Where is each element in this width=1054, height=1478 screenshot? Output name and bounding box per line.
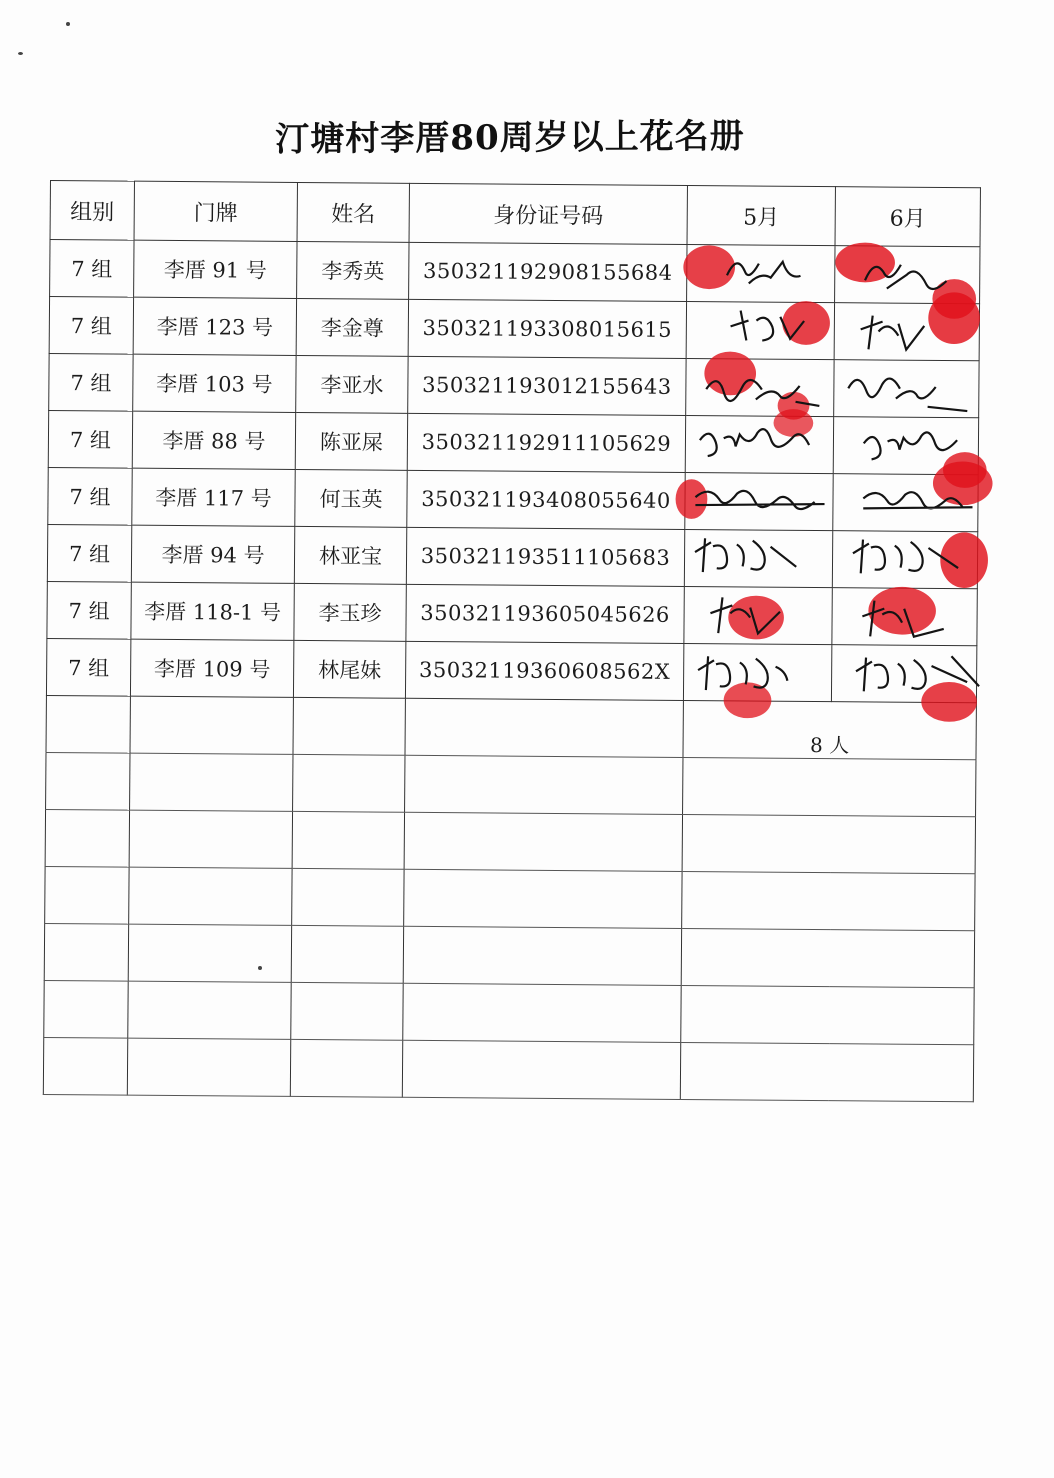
cell-name: 李金尊 xyxy=(296,298,408,356)
fingerprint-signature-june xyxy=(833,531,977,588)
empty-cell xyxy=(293,697,405,755)
empty-cell xyxy=(128,924,291,982)
empty-cell xyxy=(291,925,403,983)
signature-may xyxy=(683,643,831,701)
cell-group: 7 组 xyxy=(48,410,132,468)
header-may: 5月 xyxy=(687,186,835,246)
signature-june xyxy=(834,360,979,418)
cell-name: 何玉英 xyxy=(295,469,407,527)
empty-cell xyxy=(683,757,976,816)
empty-cell xyxy=(405,755,683,814)
cell-house: 李厝 103 号 xyxy=(133,354,296,412)
table-row xyxy=(49,353,979,417)
empty-cell xyxy=(44,923,128,981)
total-count-cell xyxy=(683,700,976,759)
cell-name: 李玉珍 xyxy=(294,583,406,641)
empty-cell xyxy=(44,980,128,1038)
empty-cell xyxy=(403,983,681,1042)
fingerprint-signature-may xyxy=(685,530,832,587)
empty-cell xyxy=(43,1037,127,1095)
cell-house: 李厝 91 号 xyxy=(134,240,297,298)
paper-speck xyxy=(18,52,23,55)
cell-id-number: 350321192911105629 xyxy=(407,413,685,472)
cell-id-number: 350321193511105683 xyxy=(406,527,684,586)
document-title: 汀塘村李厝80周岁以上花名册 xyxy=(275,116,745,160)
signature-june xyxy=(833,417,978,475)
roster-table xyxy=(43,180,981,1102)
empty-cell xyxy=(127,1038,290,1096)
table-row xyxy=(46,638,976,702)
cell-id-number: 350321193012155643 xyxy=(408,356,686,415)
signature-june xyxy=(834,303,979,361)
fingerprint-signature-may xyxy=(686,416,833,473)
fingerprint-signature-june xyxy=(835,246,979,303)
cell-house: 李厝 118-1 号 xyxy=(131,582,294,640)
empty-cell xyxy=(130,696,293,754)
cell-group: 7 组 xyxy=(46,638,130,696)
cell-group: 7 组 xyxy=(49,297,133,355)
table-row-empty xyxy=(45,866,975,930)
empty-cell xyxy=(45,866,129,924)
cell-id-number: 350321192908155684 xyxy=(409,242,687,301)
empty-cell xyxy=(292,868,404,926)
cell-group: 7 组 xyxy=(49,353,133,411)
table-row xyxy=(47,524,977,588)
cell-name: 林尾妹 xyxy=(293,640,405,698)
empty-cell xyxy=(681,985,974,1044)
table-row xyxy=(50,240,980,304)
signature-june xyxy=(835,246,980,304)
table-row xyxy=(49,297,979,361)
signature-may xyxy=(686,302,834,360)
signature-june xyxy=(832,531,977,589)
cell-name: 李亚水 xyxy=(296,355,408,413)
empty-cell xyxy=(45,809,129,867)
empty-cell xyxy=(128,981,291,1039)
fingerprint-signature-may xyxy=(686,359,833,416)
empty-cell xyxy=(129,867,292,925)
cell-name: 李秀英 xyxy=(297,241,409,299)
cell-id-number: 350321193408055640 xyxy=(407,470,685,529)
fingerprint-signature-may xyxy=(684,644,831,701)
signature-may xyxy=(685,472,833,530)
empty-cell xyxy=(405,698,683,757)
header-id-number: 身份证号码 xyxy=(409,183,687,244)
header-house-number: 门牌 xyxy=(134,181,297,241)
signature-may xyxy=(684,529,832,587)
signature-may xyxy=(685,415,833,473)
header-name: 姓名 xyxy=(297,182,409,242)
cell-group: 7 组 xyxy=(50,240,134,298)
header-june: 6月 xyxy=(835,187,980,247)
fingerprint-signature-may xyxy=(687,302,834,359)
empty-cell xyxy=(290,1039,402,1097)
cell-id-number: 350321193605045626 xyxy=(406,584,684,643)
empty-cell xyxy=(130,753,293,811)
table-row-empty xyxy=(44,980,974,1044)
signature-june xyxy=(832,588,977,646)
fingerprint-signature-june xyxy=(832,588,976,645)
cell-group: 7 组 xyxy=(48,467,132,525)
empty-cell xyxy=(293,754,405,812)
empty-cell xyxy=(682,871,975,930)
empty-cell xyxy=(404,869,682,928)
cell-id-number: 35032119360608562X xyxy=(405,641,683,700)
cell-id-number: 350321193308015615 xyxy=(408,299,686,358)
table-header-row xyxy=(50,181,980,247)
signature-may xyxy=(687,245,835,303)
signature-may xyxy=(684,586,832,644)
cell-house: 李厝 88 号 xyxy=(132,411,295,469)
fingerprint-signature-may xyxy=(685,473,832,530)
table-row xyxy=(47,581,977,645)
empty-cell xyxy=(291,982,403,1040)
cell-house: 李厝 109 号 xyxy=(130,639,293,697)
signature-june xyxy=(831,645,976,703)
fingerprint-signature-may xyxy=(687,245,834,302)
cell-house: 李厝 123 号 xyxy=(133,297,296,355)
total-count: 8 人 xyxy=(809,732,850,758)
cell-house: 李厝 94 号 xyxy=(131,525,294,583)
empty-cell xyxy=(46,695,130,753)
empty-cell xyxy=(292,811,404,869)
fingerprint-signature-june xyxy=(833,474,977,531)
cell-house: 李厝 117 号 xyxy=(132,468,295,526)
signature-june xyxy=(833,474,978,532)
fingerprint-signature-june xyxy=(834,417,978,474)
table-row-empty xyxy=(44,923,974,987)
paper-speck xyxy=(66,22,70,26)
empty-cell xyxy=(402,1040,680,1099)
table-row-empty xyxy=(45,809,975,873)
signature-may xyxy=(686,359,834,417)
table-row-empty xyxy=(43,1037,973,1101)
fingerprint-signature-may xyxy=(684,587,831,644)
empty-cell xyxy=(129,810,292,868)
empty-cell xyxy=(681,928,974,987)
empty-cell xyxy=(46,752,130,810)
table-row-total xyxy=(46,695,976,759)
cell-group: 7 组 xyxy=(47,524,131,582)
empty-cell xyxy=(680,1042,973,1101)
table-row xyxy=(48,410,978,474)
empty-cell xyxy=(403,926,681,985)
cell-name: 陈亚屎 xyxy=(295,412,407,470)
fingerprint-signature-june xyxy=(832,645,976,702)
fingerprint-signature-june xyxy=(835,303,979,360)
header-group: 组别 xyxy=(50,181,134,241)
fingerprint-signature-june xyxy=(834,360,978,417)
table-row-empty xyxy=(46,752,976,816)
table-row xyxy=(48,467,978,531)
cell-name: 林亚宝 xyxy=(294,526,406,584)
empty-cell xyxy=(404,812,682,871)
empty-cell xyxy=(682,814,975,873)
cell-group: 7 组 xyxy=(47,581,131,639)
